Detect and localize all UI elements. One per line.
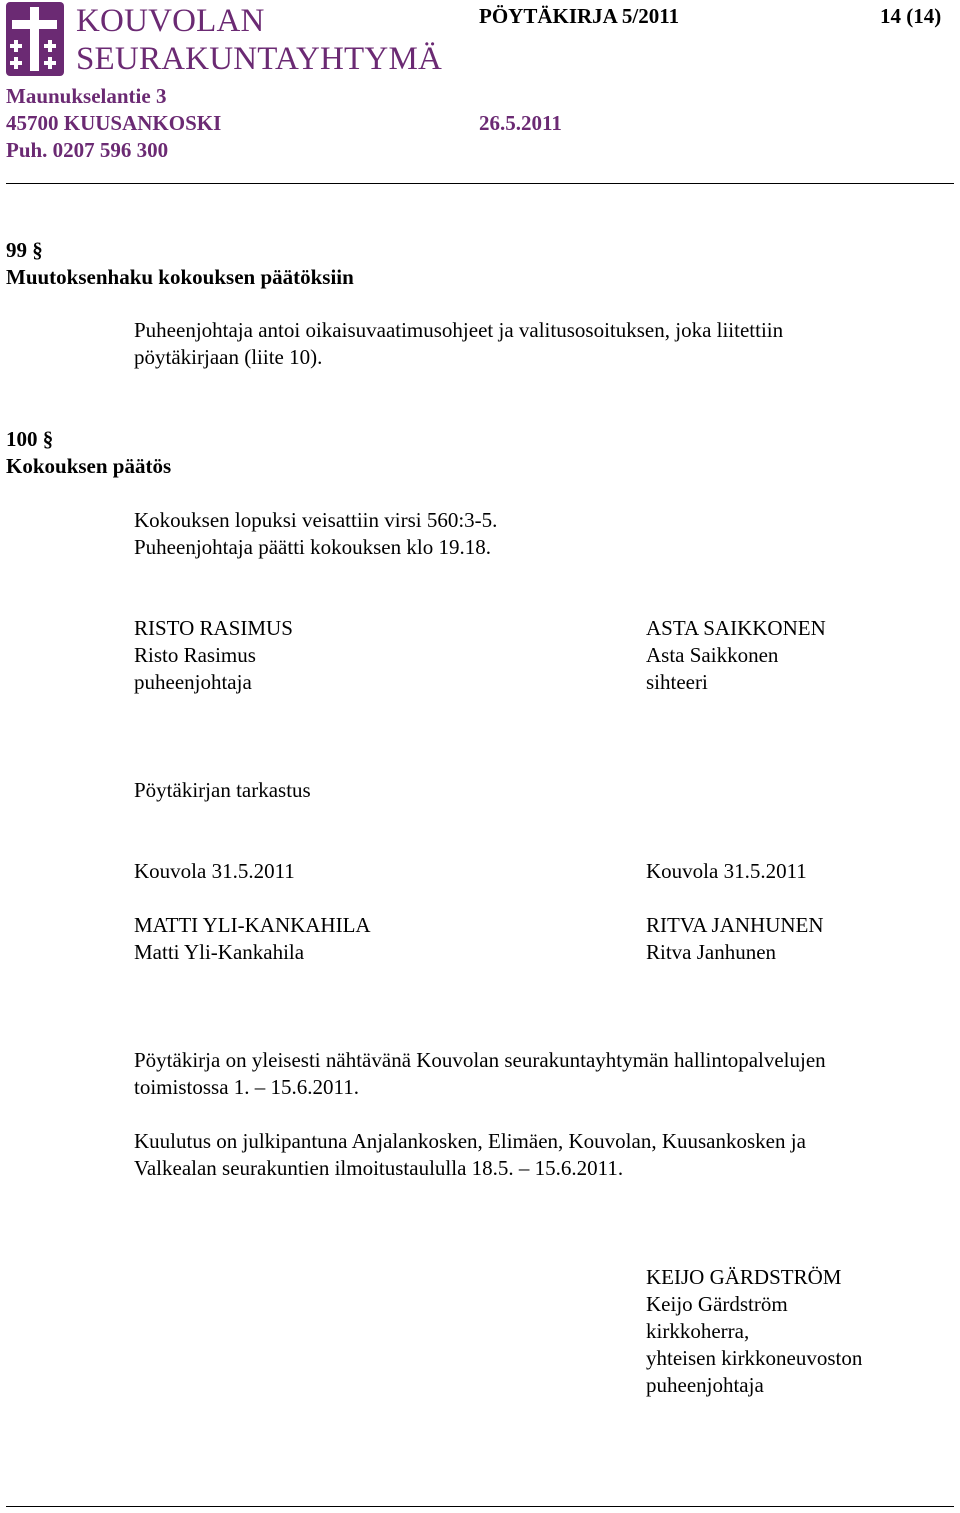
vicar-role-line3: puheenjohtaja [646,1373,764,1397]
chair-role: puheenjohtaja [134,670,252,694]
reviewer-right-name: Ritva Janhunen [646,940,777,964]
section-100-text-line1: Kokouksen lopuksi veisattiin virsi 560:3-5. [134,508,498,532]
crosses-logo-icon [6,2,64,76]
review-right-place-date: Kouvola 31.5.2011 [646,859,807,883]
reviewer-right-caps: RITVA JANHUNEN [646,913,824,937]
meeting-date: 26.5.2011 [479,111,562,135]
org-name-line2: SEURAKUNTAYHTYMÄ [76,41,443,77]
section-100-title: Kokouksen päätös [6,454,172,478]
public-notice-line1: Pöytäkirja on yleisesti nähtävänä Kouvolan seurakuntayhtymän hallintopalvelujen [134,1048,826,1072]
public-notice-line2: toimistossa 1. – 15.6.2011. [134,1075,359,1099]
phone-number: Puh. 0207 596 300 [6,138,169,162]
church-union-logo [6,2,64,76]
announcement-line1: Kuulutus on julkipantuna Anjalankosken, Elimäen, Kouvolan, Kuusankosken ja [134,1129,806,1153]
vicar-name: Keijo Gärdström [646,1292,788,1316]
review-heading: Pöytäkirjan tarkastus [134,778,311,802]
announcement-line2: Valkealan seurakuntien ilmoitustaululla 18.5. – 15.6.2011. [134,1156,624,1180]
section-99-text-line2: pöytäkirjaan (liite 10). [134,345,323,369]
vicar-name-caps: KEIJO GÄRDSTRÖM [646,1265,842,1289]
address-street: Maunukselantie 3 [6,84,167,108]
section-100-number: 100 § [6,427,54,451]
header-divider [6,183,954,184]
address-city: 45700 KUUSANKOSKI [6,111,222,135]
reviewer-left-caps: MATTI YLI-KANKAHILA [134,913,371,937]
section-99-text-line1: Puheenjohtaja antoi oikaisuvaatimusohjeet ja valitusosoituksen, joka liitettiin [134,318,784,342]
review-left-place-date: Kouvola 31.5.2011 [134,859,295,883]
chair-name: Risto Rasimus [134,643,256,667]
secretary-name-caps: ASTA SAIKKONEN [646,616,826,640]
vicar-role-line1: kirkkoherra, [646,1319,750,1343]
secretary-role: sihteeri [646,670,708,694]
chair-name-caps: RISTO RASIMUS [134,616,293,640]
page-number: 14 (14) [880,4,942,28]
section-99-number: 99 § [6,238,43,262]
vicar-role-line2: yhteisen kirkkoneuvoston [646,1346,863,1370]
section-99-title: Muutoksenhaku kokouksen päätöksiin [6,265,354,289]
secretary-name: Asta Saikkonen [646,643,779,667]
org-name-line1: KOUVOLAN [76,3,265,39]
reviewer-left-name: Matti Yli-Kankahila [134,940,305,964]
footer-divider [6,1506,954,1507]
section-100-text-line2: Puheenjohtaja päätti kokouksen klo 19.18. [134,535,491,559]
document-title: PÖYTÄKIRJA 5/2011 [479,4,680,28]
